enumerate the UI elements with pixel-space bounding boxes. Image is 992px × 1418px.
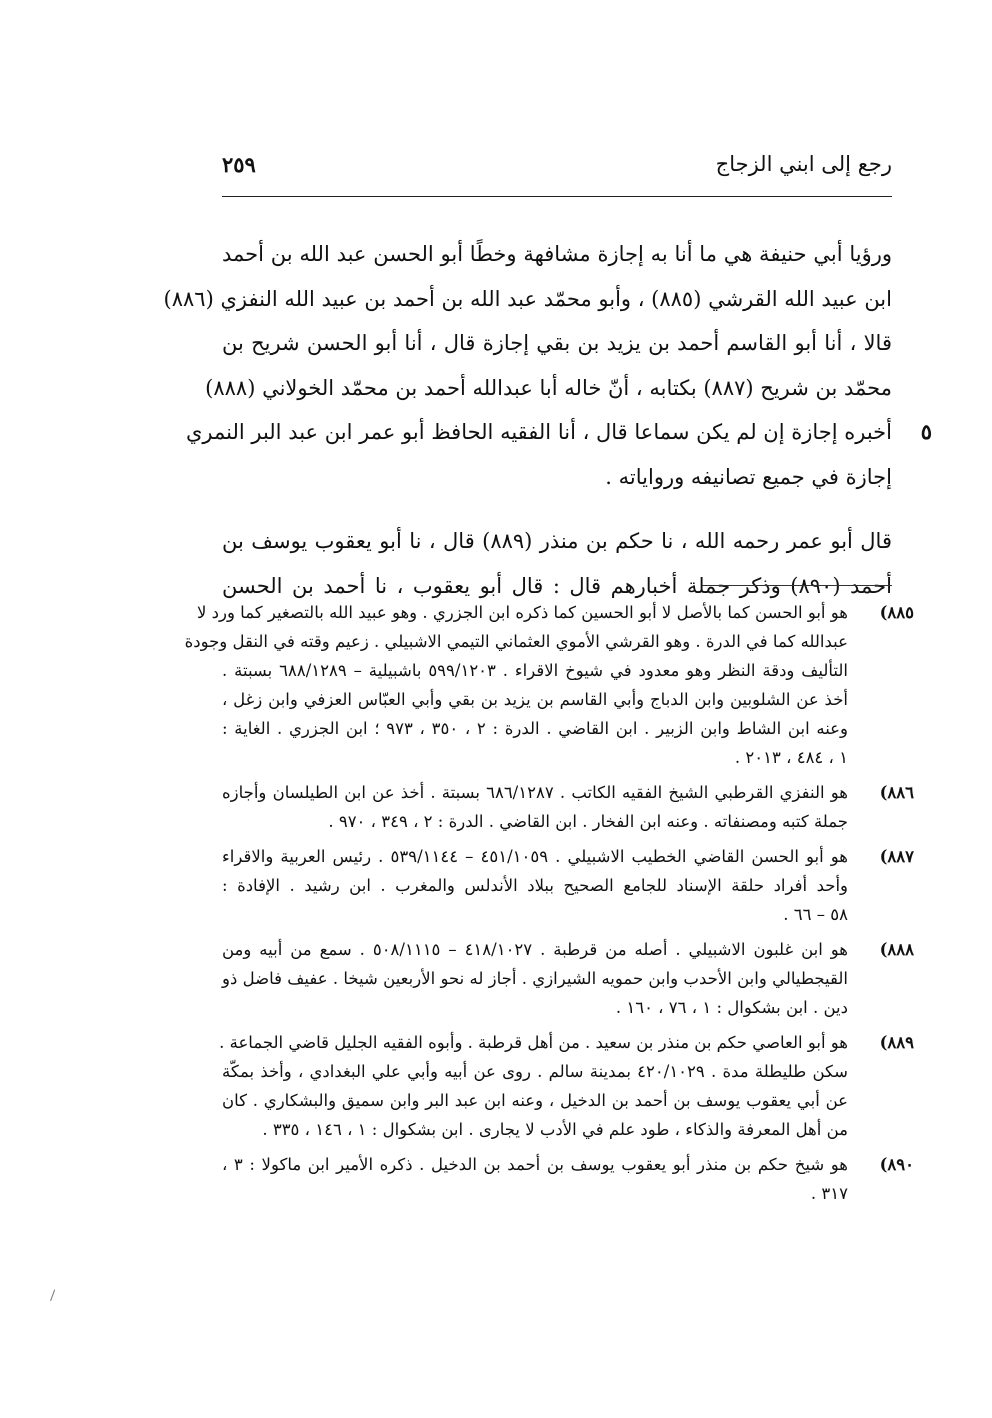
footnote-line: من أهل المعرفة والذكاء ، طود علم في الأدب لا يجارى . ابن بشكوال : ١ ، ١٤٦ ، ٣٣٥ .	[262, 1120, 848, 1139]
footnote-line: دين . ابن بشكوال : ١ ، ٧٦ ، ١٦٠ .	[615, 998, 848, 1017]
footnote	[222, 778, 914, 836]
footnote-line: هو ابن غلبون الاشبيلي . أصله من قرطبة . ٤١٨/١٠٢٧ – ٥٠٨/١١١٥ . سمع من أبيه ومن	[222, 940, 848, 959]
footnote-line: وأحد أفراد حلقة الإسناد للجامع الصحيح ببلاد الأندلس والمغرب . ابن رشيد . الإفادة :	[222, 876, 848, 895]
footnote-line: سكن طليطلة مدة . ٤٢٠/١٠٢٩ بمدينة سالم . روى عن أبيه وأبي علي البغدادي ، وأخذ بمكّة	[222, 1062, 848, 1081]
footnote-number: ٨٨٨)	[879, 940, 914, 959]
footnotes	[184, 598, 914, 1214]
footnote-line: هو أبو العاصي حكم بن منذر بن سعيد . من أهل قرطبة . وأبوه الفقيه الجليل قاضي الجماعة .	[219, 1033, 848, 1052]
text-line: أخبره إجازة إن لم يكن سماعا قال ، أنا الفقيه الحافظ أبو عمر ابن عبد البر النمري	[185, 420, 892, 444]
footnote-line: عن أبي يعقوب يوسف بن أحمد بن الدخيل ، وعنه ابن عبد البر وابن سميق والبشكاري . كان	[222, 1091, 848, 1110]
footnote-line: هو أبو الحسن القاضي الخطيب الاشبيلي . ٤٥١/١٠٥٩ – ٥٣٩/١١٤٤ . رئيس العربية والاقراء	[222, 847, 848, 866]
footnote-line: عبدالله كما في الدرة . وهو القرشي الأموي العثماني التيمي الاشبيلي . زعيم وقته في النقل وجودة	[184, 632, 848, 651]
header-rule	[222, 196, 892, 197]
footnote-line: التأليف ودقة النظر وهو معدود في شيوخ الاقراء . ٥٩٩/١٢٠٣ باشبيلية – ٦٨٨/١٢٨٩ بسبتة .	[222, 661, 848, 680]
text-line: ورؤيا أبي حنيفة هي ما أنا به إجازة مشافهة وخطًا أبو الحسن عبد الله بن أحمد	[222, 242, 892, 266]
main-text	[163, 232, 932, 608]
footnote-line: هو أبو الحسن كما بالأصل لا أبو الحسين كما ذكره ابن الجزري . وهو عبيد الله بالتصغير كما ورد لا	[197, 603, 848, 622]
footnote-number: ٨٩٠)	[879, 1155, 914, 1174]
footnote-line: أخذ عن الشلوبين وابن الدباج وأبي القاسم بن يزيد بن بقي وأبي العبّاس العزفي وابن زغل ،	[222, 690, 848, 709]
footnote	[184, 598, 914, 772]
text-line: إجازة في جميع تصانيفه ورواياته .	[605, 464, 892, 489]
footnote-number: ٨٨٦)	[879, 783, 914, 802]
footnote-line: ٥٨ – ٦٦ .	[783, 905, 848, 924]
text-line: قال أبو عمر رحمه الله ، نا حكم بن منذر (٨٨٩) قال ، نا أبو يعقوب يوسف بن	[222, 529, 892, 553]
footnote-line: جملة كتبه ومصنفاته . وعنه ابن الفخار . ابن القاضي . الدرة : ٢ ، ٣٤٩ ، ٩٧٠ .	[328, 812, 848, 831]
scan-speck	[50, 1290, 59, 1303]
footnote-separator	[702, 585, 892, 586]
footnote-number: ٨٨٥)	[879, 603, 914, 622]
footnote-line: ٣١٧ .	[810, 1184, 848, 1203]
footnote-line: القيجطيالي وابن الأحدب وابن حمويه الشيرازي . أجاز له نحو الأربعين شيخا . عفيف فاضل ذو	[222, 969, 848, 988]
text-line: قالا ، أنا أبو القاسم أحمد بن يزيد بن بقي إجازة قال ، أنا أبو الحسن شريح بن	[222, 331, 892, 355]
footnote	[219, 1028, 914, 1144]
footnote-line: هو شيخ حكم بن منذر أبو يعقوب يوسف بن أحمد بن الدخيل . ذكره الأمير ابن ماكولا : ٣ ،	[222, 1155, 848, 1174]
footnote-number: ٨٨٩)	[879, 1033, 914, 1052]
footnote-line: هو النفزي القرطبي الشيخ الفقيه الكاتب . ٦٨٦/١٢٨٧ بسبتة . أخذ عن ابن الطيلسان وأجازه	[222, 783, 848, 802]
footnote-line: ١ ، ٤٨٤ ، ٢٠١٣ .	[734, 748, 848, 767]
footnote-line: وعنه ابن الشاط وابن الزبير . ابن القاضي . الدرة : ٢ ، ٣٥٠ ، ٩٧٣ ؛ ابن الجزري . الغاية :	[222, 719, 848, 738]
page-header	[222, 148, 892, 192]
line-number-marker: ٥	[920, 419, 932, 444]
text-line: ابن عبيد الله القرشي (٨٨٥) ، وأبو محمّد عبد الله بن أحمد بن عبيد الله النفزي (٨٨٦)	[163, 286, 892, 311]
text-line: أحمد (٨٩٠) وذكر جملة أخبارهم قال : قال أبو يعقوب ، نا أحمد بن الحسن	[222, 573, 892, 598]
footnote-number: ٨٨٧)	[879, 847, 914, 866]
text-line: محمّد بن شريح (٨٨٧) بكتابه ، أنّ خاله أبا عبدالله أحمد بن محمّد الخولاني (٨٨٨)	[205, 375, 892, 400]
running-title: رجع إلى ابني الزجاج	[715, 152, 892, 176]
text-line-marked	[185, 410, 932, 455]
page-number: ٢٥٩	[222, 152, 256, 177]
footnote	[222, 842, 914, 929]
footnote	[222, 1150, 914, 1208]
footnote	[222, 935, 914, 1022]
